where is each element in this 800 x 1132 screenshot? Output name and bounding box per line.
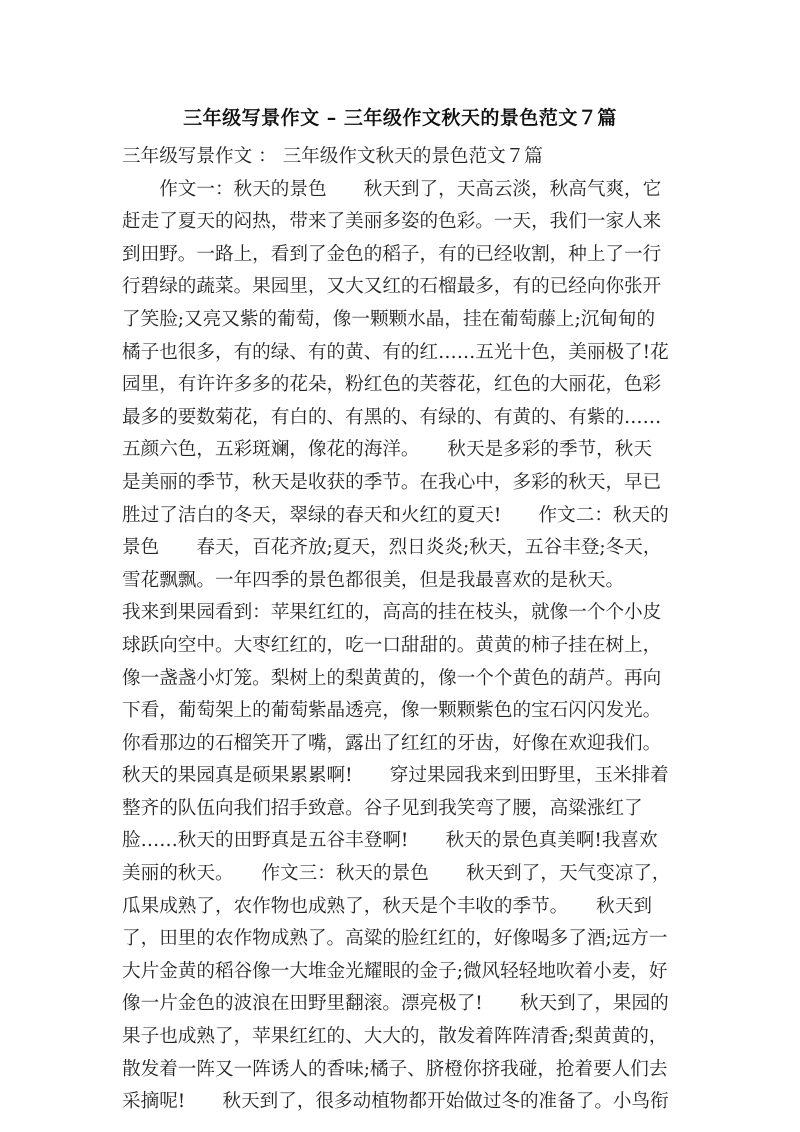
text-line: 脸……秋天的田野真是五谷丰登啊! 秋天的景色真美啊!我喜欢 [122,830,658,852]
text-line: 最多的要数菊花，有白的、有黑的、有绿的、有黄的、有紫的…… [122,406,662,428]
text-line: 下看，葡萄架上的葡萄紫晶透亮，像一颗颗紫色的宝石闪闪发光。 [122,700,662,722]
text-line: 是美丽的季节，秋天是收获的季节。在我心中，多彩的秋天，早已 [122,471,662,493]
text-line: 美丽的秋天。 作文三：秋天的景色 秋天到了，天气变凉了， [122,863,671,885]
document-title: 三年级写景作文 – 三年级作文秋天的景色范文７篇 [183,107,617,129]
text-line: 了笑脸;又亮又紫的葡萄，像一颗颗水晶，挂在葡萄藤上;沉甸甸的 [122,308,656,330]
text-line: 橘子也很多，有的绿、有的黄、有的红……五光十色，美丽极了!花 [122,341,669,363]
text-line: 你看那边的石榴笑开了嘴，露出了红红的牙齿，好像在欢迎我们。 [122,732,662,754]
document-subtitle: 三年级写景作文 ： 三年级作文秋天的景色范文７篇 [122,146,543,167]
text-line: 景色 春天，百花齐放;夏天，烈日炎炎;秋天，五谷丰登;冬天， [122,537,662,559]
text-line: 像一盏盏小灯笼。梨树上的梨黄黄的，像一个个黄色的葫芦。再向 [122,667,662,689]
text-line: 散发着一阵又一阵诱人的香味;橘子、脐橙你挤我碰，抢着要人们去 [122,1058,668,1080]
text-line: 我来到果园看到：苹果红红的，高高的挂在枝头，就像一个个小皮 [122,602,662,624]
text-line: 果子也成熟了，苹果红红的、大大的，散发着阵阵清香;梨黄黄的， [122,1026,668,1048]
text-line: 采摘呢! 秋天到了，很多动植物都开始做过冬的准备了。小鸟衔 [122,1091,669,1113]
text-line: 整齐的队伍向我们招手致意。谷子见到我笑弯了腰，高粱涨红了 [122,797,643,819]
text-line: 球跃向空中。大枣红红的，吃一口甜甜的。黄黄的柿子挂在树上， [122,634,662,656]
text-line: 行碧绿的蔬菜。果园里，又大又红的石榴最多，有的已经向你张开 [122,276,662,298]
text-line: 瓜果成熟了，农作物也成熟了，秋天是个丰收的季节。 秋天到 [122,895,652,917]
text-line: 了，田里的农作物成熟了。高粱的脸红红的，好像喝多了酒;远方一 [122,928,668,950]
text-line: 园里，有许许多多的花朵，粉红色的芙蓉花，红色的大丽花，色彩 [122,374,662,396]
text-line: 秋天的果园真是硕果累累啊! 穿过果园我来到田野里，玉米排着 [122,765,669,787]
document-body [122,141,687,1119]
text-line: 大片金黄的稻谷像一大堆金光耀眼的金子;微风轻轻地吹着小麦，好 [122,960,668,982]
text-line: 五颜六色，五彩斑斓，像花的海洋。 秋天是多彩的季节，秋天 [122,439,652,461]
text-line: 雪花飘飘。一年四季的景色都很美，但是我最喜欢的是秋天。 [122,569,625,591]
text-line: 像一片金色的波浪在田野里翻滚。漂亮极了! 秋天到了，果园的 [122,993,669,1015]
text-line: 到田野。一路上，看到了金色的稻子，有的已经收割，种上了一行 [122,243,662,265]
text-line: 胜过了洁白的冬天，翠绿的春天和火红的夏天! 作文二：秋天的 [122,504,669,526]
text-line: 作文一：秋天的景色 秋天到了，天高云淡，秋高气爽，它 [122,178,662,200]
text-line: 赶走了夏天的闷热，带来了美丽多姿的色彩。一天，我们一家人来 [122,211,662,233]
